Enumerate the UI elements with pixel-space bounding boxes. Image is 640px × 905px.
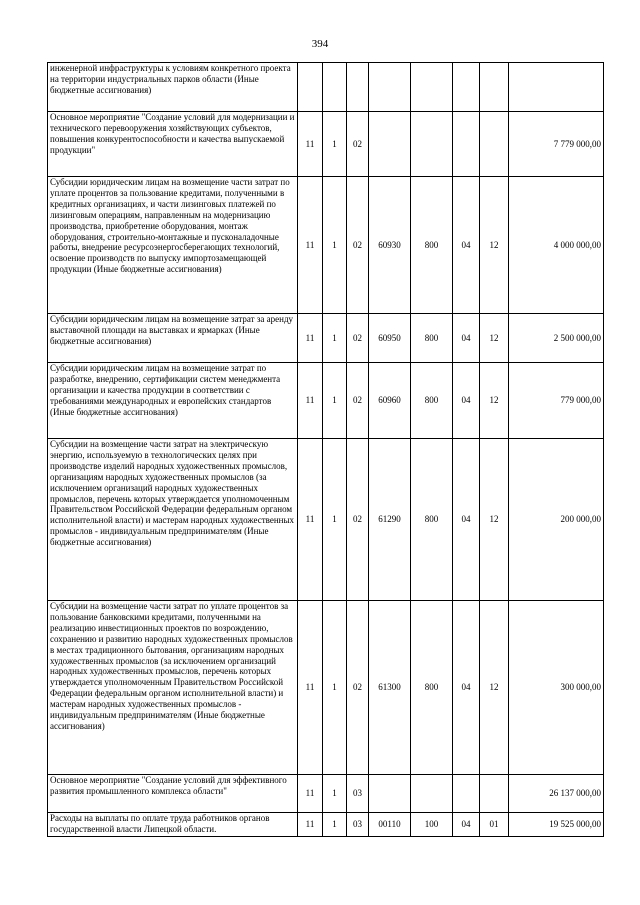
- code-subprogram: 1: [323, 813, 347, 837]
- code-direction: 61290: [369, 439, 411, 601]
- code-expense-type: 800: [411, 177, 453, 314]
- row-description: Субсидии на возмещение части затрат на электрическую энергию, используемую в технологических целях при производстве изделий народных художественных промыслов, организациям народных художественных промыслов (за исключением организаций народных художественных промыслов, перечень которых утверждается уполномоченным Правительством Российской Федерации федеральным органом исполнительной власти) и мастерам народных художественных промыслов - индивидуальным предпринимателям (Иные бюджетные ассигнования): [48, 439, 298, 601]
- page-number: 394: [311, 38, 329, 50]
- code-activity: 02: [347, 439, 369, 601]
- code-subprogram: 1: [323, 314, 347, 363]
- code-direction: 61300: [369, 601, 411, 775]
- code-program: 11: [298, 177, 323, 314]
- code-direction: 60950: [369, 314, 411, 363]
- code-activity: 02: [347, 601, 369, 775]
- table-row: [48, 439, 604, 601]
- row-description: Субсидии на возмещение части затрат по уплате процентов за пользование банковскими кредитами, полученными на реализацию инвестиционных проектов по возрождению, сохранению и развитию народных художественных промыслов в местах традиционного бытования, организациям народных художественных промыслов (за исключением организаций народных художественных промыслов, перечень которых утверждается уполномоченным Правительством Российской Федерации федеральным органом исполнительной власти) и мастерам народных художественных промыслов - индивидуальным предпринимателям (Иные бюджетные ассигнования): [48, 601, 298, 775]
- row-amount: 300 000,00: [509, 601, 604, 775]
- table-row: [48, 813, 604, 837]
- code-activity: 03: [347, 775, 369, 813]
- row-amount: 779 000,00: [509, 363, 604, 439]
- row-amount: 19 525 000,00: [509, 813, 604, 837]
- row-description: Субсидии юридическим лицам на возмещение затрат по разработке, внедрению, сертификации систем менеджмента организации и качества продукции в соответствии с требованиями международных и европейских стандартов (Иные бюджетные ассигнования): [48, 363, 298, 439]
- table-row: [48, 177, 604, 314]
- code-subprogram: 1: [323, 112, 347, 177]
- code-subprogram: 1: [323, 177, 347, 314]
- code-section: 04: [453, 439, 480, 601]
- code-direction: 00110: [369, 813, 411, 837]
- table-row: [48, 314, 604, 363]
- code-section: 04: [453, 813, 480, 837]
- code-subprogram: 1: [323, 363, 347, 439]
- code-program: 11: [298, 112, 323, 177]
- code-subsection: [480, 112, 509, 177]
- code-subsection: 12: [480, 177, 509, 314]
- row-amount: 2 500 000,00: [509, 314, 604, 363]
- code-subsection: 01: [480, 813, 509, 837]
- code-program: 11: [298, 813, 323, 837]
- code-direction: [369, 775, 411, 813]
- budget-table-body: [48, 63, 604, 837]
- code-subsection: 12: [480, 601, 509, 775]
- code-expense-type: 800: [411, 314, 453, 363]
- row-amount: [509, 63, 604, 112]
- row-description: Расходы на выплаты по оплате труда работников органов государственной власти Липецкой области.: [48, 813, 298, 837]
- code-subprogram: 1: [323, 439, 347, 601]
- row-amount: 4 000 000,00: [509, 177, 604, 314]
- code-direction: 60960: [369, 363, 411, 439]
- table-row: [48, 601, 604, 775]
- row-description: инженерной инфраструктуры к условиям конкретного проекта на территории индустриальных парков области (Иные бюджетные ассигнования): [48, 63, 298, 112]
- table-row: [48, 775, 604, 813]
- code-program: 11: [298, 314, 323, 363]
- code-program: [298, 63, 323, 112]
- code-activity: [347, 63, 369, 112]
- code-section: [453, 112, 480, 177]
- code-activity: 02: [347, 177, 369, 314]
- code-subsection: 12: [480, 314, 509, 363]
- code-section: [453, 63, 480, 112]
- code-section: 04: [453, 363, 480, 439]
- code-section: [453, 775, 480, 813]
- code-expense-type: [411, 775, 453, 813]
- code-subsection: [480, 63, 509, 112]
- code-program: 11: [298, 439, 323, 601]
- code-expense-type: [411, 63, 453, 112]
- code-program: 11: [298, 601, 323, 775]
- code-subprogram: 1: [323, 775, 347, 813]
- budget-table: [47, 62, 604, 837]
- code-section: 04: [453, 601, 480, 775]
- row-description: Субсидии юридическим лицам на возмещение части затрат по уплате процентов за пользование кредитами, полученными в кредитных организациях, и части лизинговых платежей по лизинговым операциям, направленным на модернизацию производства, приобретение оборудования, монтаж оборудования, строительно-монтажные и пусконаладочные работы, внедрение ресурсоэнергосберегающих технологий, освоение производств по выпуску импортозамещающей продукции (Иные бюджетные ассигнования): [48, 177, 298, 314]
- row-amount: 200 000,00: [509, 439, 604, 601]
- code-direction: [369, 112, 411, 177]
- row-amount: 26 137 000,00: [509, 775, 604, 813]
- row-description: Основное мероприятие "Создание условий для эффективного развития промышленного комплекса области": [48, 775, 298, 813]
- code-program: 11: [298, 775, 323, 813]
- code-subprogram: 1: [323, 601, 347, 775]
- code-direction: 60930: [369, 177, 411, 314]
- row-description: Основное мероприятие "Создание условий для модернизации и технического перевооружения хозяйствующих субъектов, повышения конкурентоспособности и качества выпускаемой продукции": [48, 112, 298, 177]
- code-activity: 03: [347, 813, 369, 837]
- code-section: 04: [453, 314, 480, 363]
- code-subsection: 12: [480, 363, 509, 439]
- code-expense-type: 800: [411, 363, 453, 439]
- code-expense-type: 800: [411, 439, 453, 601]
- code-subprogram: [323, 63, 347, 112]
- row-amount: 7 779 000,00: [509, 112, 604, 177]
- code-expense-type: [411, 112, 453, 177]
- code-activity: 02: [347, 363, 369, 439]
- row-description: Субсидии юридическим лицам на возмещение затрат за аренду выставочной площади на выставках и ярмарках (Иные бюджетные ассигнования): [48, 314, 298, 363]
- table-row: [48, 112, 604, 177]
- code-expense-type: 100: [411, 813, 453, 837]
- code-activity: 02: [347, 314, 369, 363]
- table-row: [48, 63, 604, 112]
- code-expense-type: 800: [411, 601, 453, 775]
- table-row: [48, 363, 604, 439]
- code-subsection: [480, 775, 509, 813]
- code-program: 11: [298, 363, 323, 439]
- code-activity: 02: [347, 112, 369, 177]
- code-section: 04: [453, 177, 480, 314]
- code-direction: [369, 63, 411, 112]
- code-subsection: 12: [480, 439, 509, 601]
